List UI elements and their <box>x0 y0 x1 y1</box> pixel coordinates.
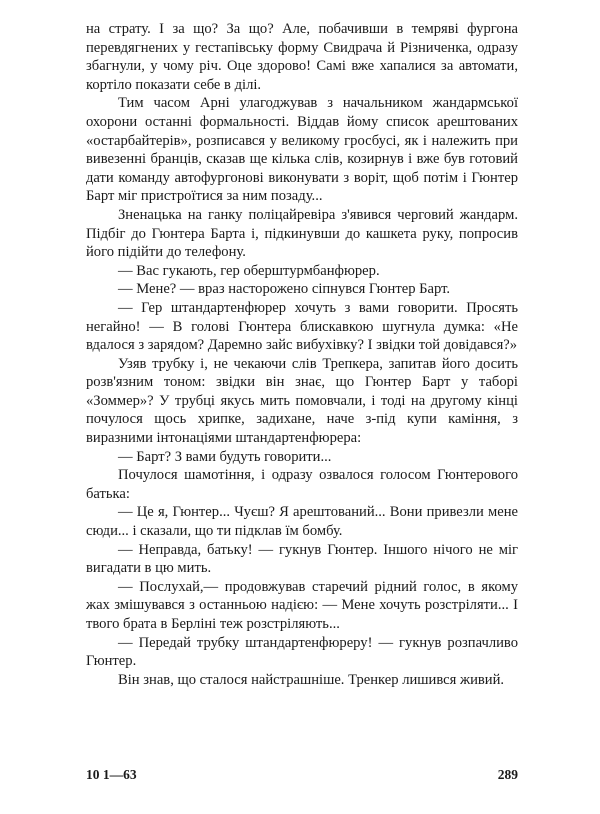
dialogue-line: — Неправда, батьку! — гукнув Гюнтер. Іншого нічого не міг вигадати в цю мить. <box>86 541 518 577</box>
printer-signature-mark: 10 1—63 <box>86 767 137 782</box>
paragraph-father-voice: Почулося шамотіння, і одразу озвалося голосом Гюнтерового батька: <box>86 467 518 502</box>
dialogue-line: — Барт? З вами будуть говорити... <box>118 448 332 465</box>
dialogue-line: — Це я, Гюнтер... Чуєш? Я арештований... Вони привезли мене сюди... і сказали, що ти підклав їм бомбу. <box>86 504 518 540</box>
paragraph-conclusion: Він знав, що сталося найстрашніше. Тренкер лишився живий. <box>118 671 505 688</box>
page-footer <box>86 767 518 787</box>
paragraph-gendarme-appears: Зненацька на ганку поліцайревіра з'явився черговий жандарм. Підбіг до Гюнтера Барта і, підкинувши до кашкета руку, попросив його підійти до телефону. <box>86 206 518 261</box>
dialogue-line: — Мене? — враз насторожено сіпнувся Гюнтер Барт. <box>118 281 451 298</box>
book-page <box>86 20 518 689</box>
paragraph-arni-formalities: Тим часом Арні улагоджував з начальником жандармської охорони останні формальності. Віддав йому список арештованих «остарбайтерів», розписався у великому гросбусі, як і належить при вивезенні бранців, сказав ще кілька слів, козирнув і вже був готовий дати команду автофургонові виконувати з воріт, щоб потім і Гюнтер Барт міг пристроїтися за ним позаду... <box>86 95 518 205</box>
dialogue-line: — Вас гукають, гер оберштурмбанфюрер. <box>118 262 380 279</box>
paragraph-intro: на страту. І за що? За що? Але, побачивши в темряві фургона перевдягнених у гестапівську форму Свидрача й Різниченка, одразу збагнули, у чому річ. Оце здорово! Самі вже хапалися за автомати, кортіло показати себе в ділі. <box>86 21 518 93</box>
dialogue-line: — Гер штандартенфюрер хочуть з вами говорити. Просять негайно! — В голові Гюнтера блискавкою шугнула думка: «Не вдалося з зарядом? Даремно зайс вибухівку? І звідки той довідався?» <box>86 299 518 354</box>
dialogue-line: — Передай трубку штандартенфюреру! — гукнув розпачливо Гюнтер. <box>86 634 518 670</box>
paragraph-phone-call: Узяв трубку і, не чекаючи слів Трепкера, запитав його досить розв'язним тоном: звідки він знає, що Гюнтер Барт у таборі «Зоммер»? У трубці якусь мить помовчали, і тоді на другому кінці почулося щось хрипке, задихане, наче з-під купи каміння, з виразними інтонаціями штандартенфюрера: <box>86 355 518 447</box>
dialogue-line: — Послухай,— продовжував старечий рідний голос, в якому жах змішувався з останньою надією: — Мене хочуть розстріляти... І твого брата в Берліні теж розстріляють... <box>86 578 518 632</box>
page-number: 289 <box>497 767 518 782</box>
